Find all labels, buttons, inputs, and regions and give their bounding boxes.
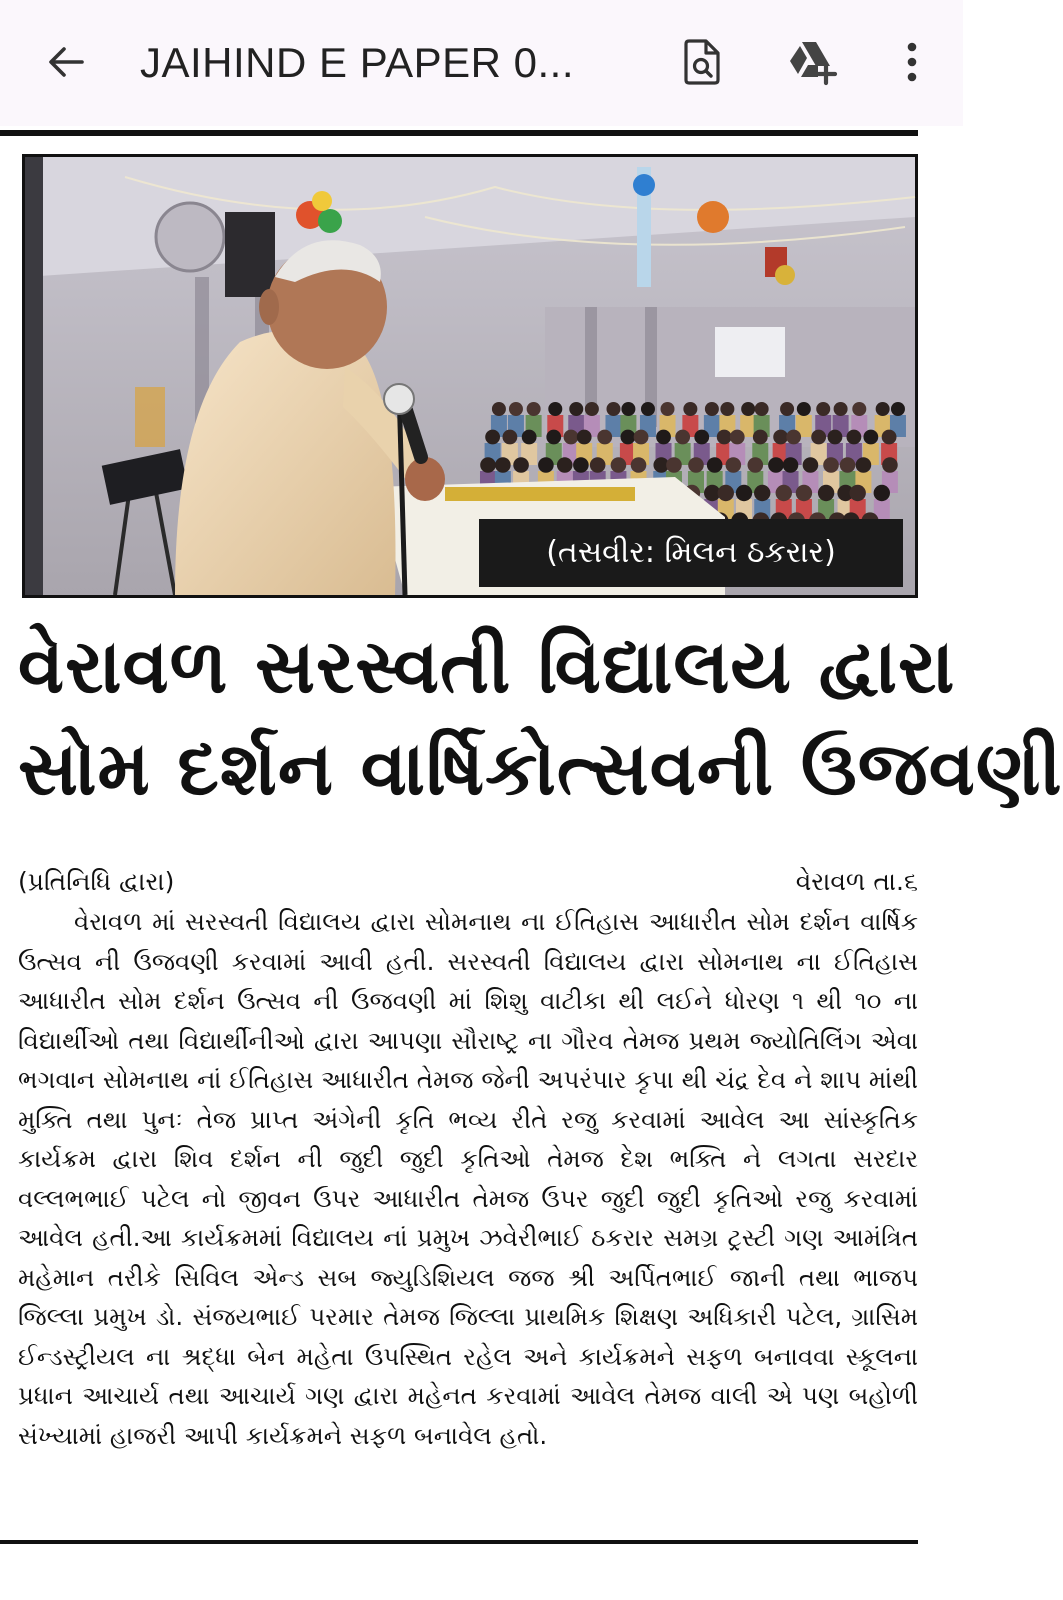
arrow-left-icon bbox=[44, 40, 88, 84]
headline-line-2: સોમ દર્શન વાર્ષિકોત્સવની ઉજવણી bbox=[18, 726, 1063, 812]
photo-credit: (તસવીર: મિલન ઠકરાર) bbox=[479, 519, 903, 587]
add-to-drive-button[interactable] bbox=[786, 36, 838, 88]
bottom-rule bbox=[0, 1540, 918, 1544]
newspaper-clipping[interactable] bbox=[0, 126, 1063, 1600]
top-rule bbox=[0, 130, 918, 136]
back-button[interactable] bbox=[40, 36, 92, 88]
headline-line-1: વેરાવળ સરસ્વતી વિદ્યાલય દ્વારા bbox=[18, 624, 956, 710]
search-document-icon bbox=[682, 39, 722, 85]
add-to-drive-icon bbox=[786, 39, 838, 85]
event-photo bbox=[22, 154, 918, 598]
article-headline bbox=[18, 616, 1063, 820]
search-in-document-button[interactable] bbox=[676, 36, 728, 88]
article-body bbox=[18, 902, 918, 1455]
document-title: JAIHIND E PAPER 0... bbox=[140, 39, 574, 86]
more-options-button[interactable] bbox=[886, 36, 938, 88]
byline: (પ્રતિનિધિ દ્વારા) bbox=[18, 867, 175, 896]
dateline: વેરાવળ તા.૬ bbox=[795, 867, 918, 896]
more-vertical-icon bbox=[904, 40, 920, 84]
top-app-bar bbox=[0, 0, 963, 126]
byline-row bbox=[18, 864, 918, 900]
article-paragraph: વેરાવળ માં સરસ્વતી વિદ્યાલય દ્વારા સોમનાથ ના ઈતિહાસ આધારીત સોમ દર્શન વાર્ષિક ઉત્સવ ની ઉજવણી કરવામાં આવી હતી. સરસ્વતી વિદ્યાલય દ્વારા સોમનાથ ના ઈતિહાસ આધારીત સોમ દર્શન ઉત્સવ ની ઉજવણી માં શિશુ વાટીકા થી લઈને ધોરણ ૧ થી ૧૦ ના વિદ્યાર્થીઓ તથા વિદ્યાર્થીનીઓ દ્વારા આપણા સૌરાષ્ટ્ર ના ગૌરવ તેમજ પ્રથમ જ્યોતિલિંગ એવા ભગવાન સોમનાથ નાં ઈતિહાસ આધારીત તેમજ જેની અપરંપાર કૃપા થી ચંદ્ર દેવ ને શાપ માંથી મુક્તિ તથા પુનઃ તેજ પ્રાપ્ત અંગેની કૃતિ ભવ્ય રીતે રજુ કરવામાં આવેલ આ સાંસ્કૃતિક કાર્યક્રમ દ્વારા શિવ દર્શન ની જુદી જુદી કૃતિઓ તેમજ દેશ ભક્તિ ને લગતા સરદાર વલ્લભભાઈ પટેલ નો જીવન ઉપર આધારીત તેમજ ઉપર જુદી જુદી કૃતિઓ રજુ કરવામાં આવેલ હતી.આ કાર્યક્રમમાં વિદ્યાલય નાં પ્રમુખ ઝવેરીભાઈ ઠકરાર સમગ્ર ટ્રસ્ટી ગણ આમંત્રિત મહેમાન તરીકે સિવિલ એન્ડ સબ જ્યુડિશિયલ જજ શ્રી અર્પિતભાઈ જાની તથા ભાજપ જિલ્લા પ્રમુખ ડો. સંજયભાઈ પરમાર તેમજ જિલ્લા પ્રાથમિક શિક્ષણ અધિકારી પટેલ, ગ્રાસિમ ઈન્ડસ્ટ્રીયલ ના શ્રદ્ધા બેન મહેતા ઉપસ્થિત રહેલ અને કાર્યક્રમને સફળ બનાવવા સ્કૂલના પ્રધાન આચાર્ય તથા આચાર્ય ગણ દ્વારા મહેનત કરવામાં આવેલ તેમજ વાલી એ પણ બહોળી સંખ્યામાં હાજરી આપી કાર્યક્રમને સફળ બનાવેલ હતો. bbox=[18, 907, 918, 1450]
